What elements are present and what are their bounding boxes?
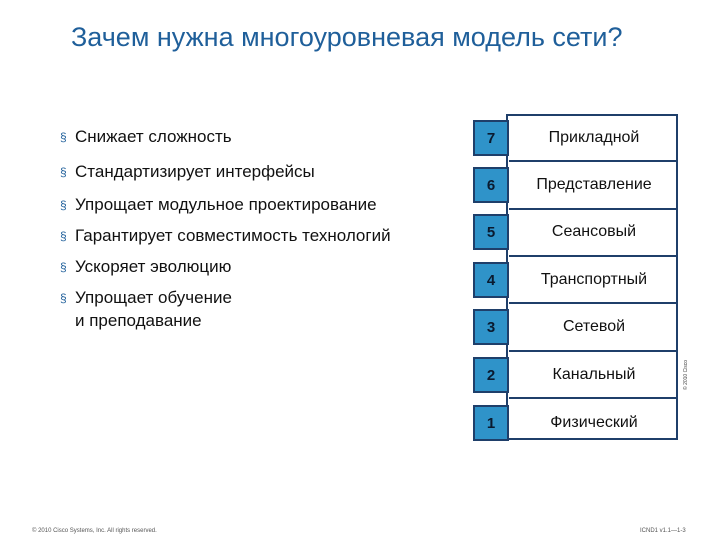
osi-layer-4 (473, 262, 693, 298)
bullet-text: Гарантирует совместимость технологий (75, 226, 391, 245)
osi-layer-3 (473, 309, 693, 345)
footer-copyright: © 2010 Cisco Systems, Inc. All rights reserved. (32, 528, 157, 534)
slide-title: Зачем нужна многоуровневая модель сети? (71, 22, 623, 52)
layer-number-box: 2 (473, 357, 509, 393)
osi-layer-2 (473, 357, 693, 393)
bullet-text: Ускоряет эволюцию (75, 257, 232, 276)
footer-course-code: ICND1 v1.1—1-3 (640, 528, 686, 534)
bullet-marker: § (60, 291, 67, 305)
bullet-text: Снижает сложность (75, 127, 232, 146)
layer-name: Сеансовый (551, 223, 637, 240)
layer-divider (509, 160, 677, 162)
side-note: © 2010 Cisco (683, 359, 689, 390)
layer-number-box: 7 (473, 120, 509, 156)
layer-name: Представление (536, 176, 652, 193)
layer-number-box: 5 (473, 214, 509, 250)
layer-name: Канальный (552, 366, 636, 383)
bullet-marker: § (60, 130, 67, 144)
bullet-marker: § (60, 165, 67, 179)
layer-divider (509, 255, 677, 257)
bullet-text: и преподавание (75, 311, 202, 330)
osi-layer-5 (473, 214, 693, 250)
layer-number-box: 4 (473, 262, 509, 298)
osi-layer-6 (473, 167, 693, 203)
layer-number-box: 1 (473, 405, 509, 441)
bullet-text: Стандартизирует интерфейсы (75, 162, 315, 181)
bullet-text: Упрощает модульное проектирование (75, 195, 377, 214)
layer-name: Транспортный (540, 271, 648, 288)
layer-name: Физический (550, 414, 638, 431)
layer-divider (509, 397, 677, 399)
layer-divider (509, 302, 677, 304)
bullet-marker: § (60, 260, 67, 274)
layer-name: Сетевой (562, 318, 626, 335)
layer-name: Прикладной (548, 129, 640, 146)
osi-layer-7 (473, 120, 693, 156)
layer-number-box: 3 (473, 309, 509, 345)
bullet-marker: § (60, 229, 67, 243)
osi-layer-1 (473, 405, 693, 441)
bullet-marker: § (60, 198, 67, 212)
bullet-text: Упрощает обучение (75, 288, 232, 307)
layer-divider (509, 208, 677, 210)
layer-divider (509, 350, 677, 352)
layer-number-box: 6 (473, 167, 509, 203)
